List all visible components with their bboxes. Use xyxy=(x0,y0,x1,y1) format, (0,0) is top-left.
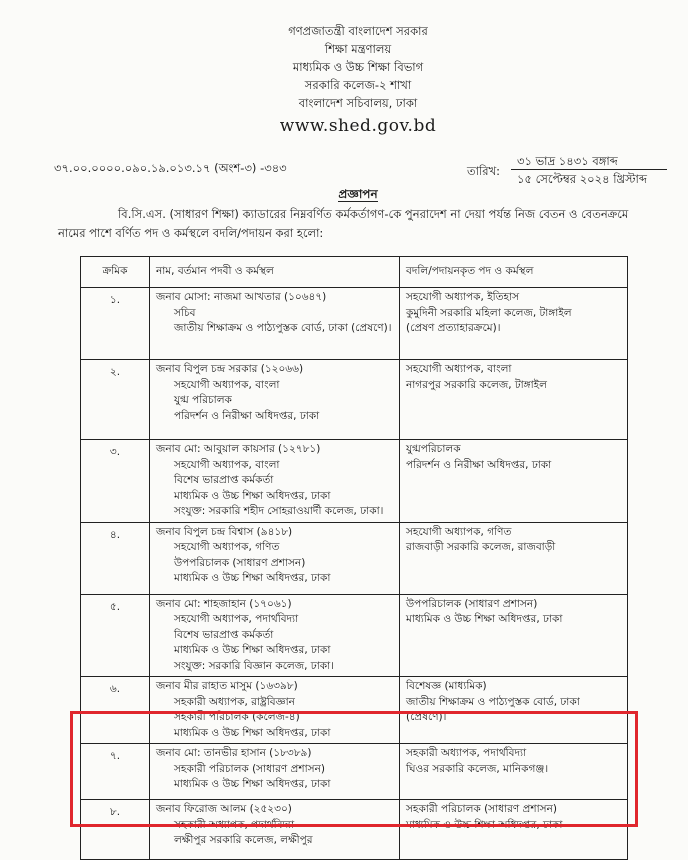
new-post-line: নাগরপুর সরকারি কলেজ, টাঙ্গাইল xyxy=(406,378,547,391)
new-post-line: (প্রেষণে)। xyxy=(406,711,447,723)
header-line-government: গণপ্রজাতন্ত্রী বাংলাদেশ সরকার xyxy=(288,24,428,38)
cell-new-post xyxy=(400,288,628,360)
new-post-line: সহযোগী অধ্যাপক, বাংলা xyxy=(406,363,512,375)
current-post-line: সহযোগী অধ্যাপক, পদার্থবিদ্যা xyxy=(174,613,299,625)
cell-current-post xyxy=(150,594,400,677)
current-post-line: বিশেষ ভারপ্রাপ্ত কর্মকর্তা xyxy=(174,474,274,486)
intro-paragraph: বি.সি.এস. (সাধারণ শিক্ষা) ক্যাডারের নিম্নবর্ণিত কর্মকর্তাগণ-কে পুনরাদেশ না দেয়া পর্যন্ত নিজ বেতন ও বেতনক্রমে নামের পাশে বর্ণিত পদ ও কর্মস্থলে বদলি/পদায়ন করা হলো: xyxy=(58,207,629,240)
serial-number: ৪. xyxy=(109,528,121,541)
current-post-line: সহযোগী অধ্যাপক, বাংলা xyxy=(174,458,280,471)
table-row xyxy=(81,288,628,360)
cell-new-post xyxy=(400,360,628,440)
new-post-line: মাধ্যমিক ও উচ্চ শিক্ষা অধিদপ্তর, ঢাকা xyxy=(406,613,563,625)
current-post-line: সহযোগী অধ্যাপক, বাংলা xyxy=(174,378,280,391)
new-post-line: যুগ্মপরিচালক xyxy=(406,443,461,455)
new-post-line: পরিদর্শন ও নিরীক্ষা অধিদপ্তর, ঢাকা xyxy=(406,458,552,471)
cell-serial xyxy=(81,288,150,360)
current-post-line: সহকারী পরিচালক (সাধারণ প্রশাসন) xyxy=(174,762,325,775)
letterhead xyxy=(0,22,688,137)
current-post-line: সহকারী অধ্যাপক, রাষ্ট্রবিজ্ঞান xyxy=(174,695,295,708)
current-post-line: মাধ্যমিক ও উচ্চ শিক্ষা অধিদপ্তর, ঢাকা xyxy=(174,726,331,739)
cell-current-post xyxy=(150,522,400,594)
current-post-line: মাধ্যমিক ও উচ্চ শিক্ষা অধিদপ্তর, ঢাকা xyxy=(174,489,331,502)
officer-name: জনাব মো: আবুয়াল কায়সার (১২৭৮১) xyxy=(156,443,321,455)
current-post-line: যুগ্ম পরিচালক xyxy=(174,394,232,406)
table-header-row xyxy=(81,257,628,288)
cell-serial xyxy=(81,522,150,594)
serial-number: ৫. xyxy=(109,600,121,613)
officer-name: জনাব মো: শাহজাহান (১৭০৬১) xyxy=(156,597,292,610)
header-line-division: মাধ্যমিক ও উচ্চ শিক্ষা বিভাগ xyxy=(292,60,424,74)
memo-number: ৩৭.০০.০০০০.০৯০.১৯.০১৩.১৭ (অংশ-৩) -৩৪৩ xyxy=(54,161,287,175)
table-row xyxy=(81,522,628,594)
date-gregorian: ১৫ সেপ্টেম্বর ২০২৪ খ্রিস্টাব্দ xyxy=(517,172,647,186)
new-post-line: উপপরিচালক (সাধারণ প্রশাসন) xyxy=(406,597,538,610)
new-post-line: সহযোগী অধ্যাপক, ইতিহাস xyxy=(406,291,520,303)
officer-name: জনাব মীর রাহাত মাসুম (১৬৩৯৮) xyxy=(156,680,298,692)
date-bangla: ৩১ ভাদ্র ১৪৩১ বঙ্গাব্দ xyxy=(511,153,667,170)
serial-number: ৬. xyxy=(109,683,121,695)
current-post-line: সংযুক্ত: সরকারি বিজ্ঞান কলেজ, ঢাকা। xyxy=(174,659,334,672)
highlight-box xyxy=(70,711,638,827)
current-post-line: সহকারী অধ্যাপক, পদার্থবিদ্যা xyxy=(174,818,295,831)
current-post-line: জাতীয় শিক্ষাক্রম ও পাঠ্যপুস্তক বোর্ড, ঢাকা (প্রেষণে)। xyxy=(174,322,392,334)
serial-number: ১. xyxy=(109,294,121,306)
header-line-address: বাংলাদেশ সচিবালয়, ঢাকা xyxy=(298,96,418,110)
cell-current-post xyxy=(150,288,400,360)
new-post-line: সহযোগী অধ্যাপক, গণিত xyxy=(406,525,512,538)
new-post-line: কুমুদিনী সরকারি মহিলা কলেজ, টাঙ্গাইল xyxy=(406,306,572,319)
officer-name: জনাব ফিরোজ আলম (২৫২৩০) xyxy=(156,803,292,815)
table-row xyxy=(81,360,628,440)
new-post-line: বিশেষজ্ঞ (মাধ্যমিক) xyxy=(406,680,487,692)
header-current: নাম, বর্তমান পদবী ও কর্মস্থল xyxy=(150,257,400,288)
officer-name: জনাব বিপুল চন্দ্র বিশ্বাস (৯৪১৮) xyxy=(156,525,293,538)
cell-current-post xyxy=(150,360,400,440)
new-post-line: জাতীয় শিক্ষাক্রম ও পাঠ্যপুস্তক বোর্ড, ঢাকা xyxy=(406,695,580,708)
header-website: www.shed.gov.bd xyxy=(279,116,437,136)
serial-number: ৭. xyxy=(109,750,121,762)
table-row xyxy=(81,594,628,677)
header-line-section: সরকারি কলেজ-২ শাখা xyxy=(304,78,412,92)
officer-name: জনাব মোসা: নাজমা আখতার (১০৬৪৭) xyxy=(156,291,327,303)
current-post-line: সংযুক্ত: সরকারি শহীদ সোহরাওয়ার্দী কলেজ, ঢাকা। xyxy=(174,505,384,517)
current-post-line: মাধ্যমিক ও উচ্চ শিক্ষা অধিদপ্তর, ঢাকা xyxy=(174,778,331,790)
serial-number: ৩. xyxy=(109,446,121,458)
cell-serial xyxy=(81,360,150,440)
cell-serial xyxy=(81,594,150,677)
document-title xyxy=(0,186,688,206)
serial-number: ৮. xyxy=(109,806,121,818)
officer-name: জনাব বিপুল চন্দ্র সরকার (১২০৬৬) xyxy=(156,363,304,375)
cell-new-post xyxy=(400,522,628,594)
current-post-line: সহযোগী অধ্যাপক, গণিত xyxy=(174,541,280,553)
new-post-line: মাধ্যমিক ও উচ্চ শিক্ষা অধিদপ্তর, ঢাকা xyxy=(406,818,563,831)
current-post-line: লক্ষীপুর সরকারি কলেজ, লক্ষীপুর xyxy=(174,834,313,846)
cell-new-post xyxy=(400,440,628,523)
new-post-line: (প্রেষণ প্রত্যাহারক্রমে)। xyxy=(406,322,501,334)
header-line-ministry: শিক্ষা মন্ত্রণালয় xyxy=(324,42,392,56)
header-serial: ক্রমিক xyxy=(81,257,150,288)
document-title-text: প্রজ্ঞাপন xyxy=(338,187,378,201)
current-post-line: উপপরিচালক (সাধারণ প্রশাসন) xyxy=(174,556,306,569)
new-post-line: রাজবাড়ী সরকারি কলেজ, রাজবাড়ী xyxy=(406,541,556,553)
new-post-line: সহকারী অধ্যাপক, পদার্থবিদ্যা xyxy=(406,747,527,759)
current-post-line: সচিব xyxy=(174,306,196,319)
cell-serial xyxy=(81,440,150,523)
current-post-line: মাধ্যমিক ও উচ্চ শিক্ষা অধিদপ্তর, ঢাকা xyxy=(174,644,331,656)
serial-number: ২. xyxy=(109,366,121,378)
table-row xyxy=(81,440,628,523)
officer-name: জনাব মো: তানভীর হাসান (১৮৩৮৯) xyxy=(156,747,312,759)
header-new: বদলি/পদায়নকৃত পদ ও কর্মস্থল xyxy=(400,257,628,288)
cell-current-post xyxy=(150,440,400,523)
new-post-line: ঘিওর সরকারি কলেজ, মানিকগঞ্জ। xyxy=(406,762,549,775)
date-label: তারিখ: xyxy=(467,164,501,178)
new-post-line: সহকারী পরিচালক (সাধারণ প্রশাসন) xyxy=(406,803,557,815)
current-post-line: বিশেষ ভারপ্রাপ্ত কর্মকর্তা xyxy=(174,628,274,641)
current-post-line: পরিদর্শন ও নিরীক্ষা অধিদপ্তর, ঢাকা xyxy=(174,409,320,422)
cell-new-post xyxy=(400,594,628,677)
current-post-line: মাধ্যমিক ও উচ্চ শিক্ষা অধিদপ্তর, ঢাকা xyxy=(174,572,331,584)
current-post-line: সহকারী পরিচালক (কলেজ-৪) xyxy=(174,711,300,723)
